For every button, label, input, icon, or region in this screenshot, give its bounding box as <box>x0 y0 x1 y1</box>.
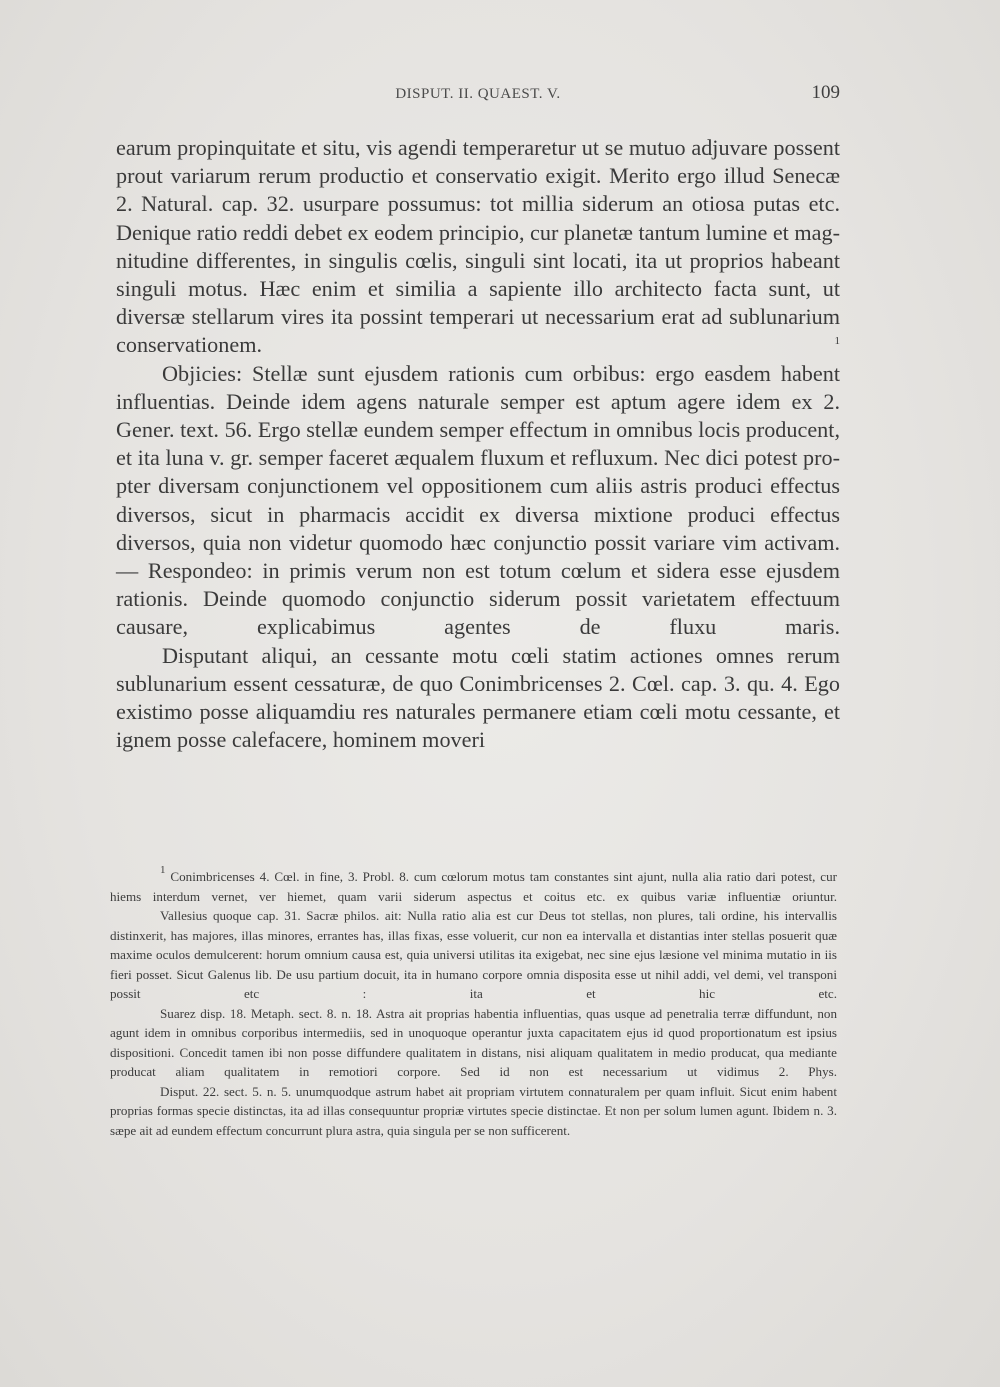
running-title: DISPUT. II. QUAEST. V. <box>395 86 561 102</box>
paragraph-text: earum propinquitate et situ, vis agendi temperaretur ut se mutuo adjuvare possent prout variarum rerum productio et conservatio exigit. Merito ergo illud Senecæ 2. Natural. cap. 32. usurpare possumus: tot millia siderum an otiosa putas etc. Denique ratio reddi debet ex eodem principio, cur planetæ tantum lumine et magnitudine differentes, in singulis cœlis, singuli sint locati, ita ut proprios habeant singuli motus. Hæc enim et similia a sapiente illo architecto facta sunt, ut diversæ stellarum vires ita possint temperari ut necessarium erat ad sublunarium conservationem. <box>116 135 840 358</box>
running-head <box>116 82 840 112</box>
paragraph-continuation <box>116 134 840 360</box>
footnote-text: Conimbricenses 4. Cœl. in fine, 3. Probl. 8. cum cœlorum motus tam constantes sint ajunt, nulla alia ratio dari potest, cur hiems interdum vernet, ver hiemet, quam varii siderum aspectus et coitus etc. ex quibus variæ influentiæ oriuntur. <box>110 869 837 904</box>
paragraph-objicies: Objicies: Stellæ sunt ejusdem rationis cum orbibus: ergo easdem habent influentias. Deinde idem agens naturale semper est aptum agere idem ex 2. Gener. text. 56. Ergo stellæ eundem semper effectum in omnibus locis producent, et ita luna v. gr. semper faceret æqualem fluxum et refluxum. Nec dici potest propter diversam conjunctionem vel oppositionem cum aliis astris produci effectus diversos, sicut in pharmacis accidit ex diversa mixtione produci effectus diversos, quia non videtur quomodo hæc conjunctio possit variare vim activam. — Respondeo: in primis verum non est totum cœlum et sidera esse ejusdem rationis. Deinde quomodo conjunctio siderum possit varietatem effectuum causare, explicabimus agentes de fluxu maris. <box>116 360 840 640</box>
footnote-mark: 1 <box>160 864 166 876</box>
footnote-suarez: Suarez disp. 18. Metaph. sect. 8. n. 18. Astra ait proprias habentia influentias, quas usque ad penetralia terræ diffundunt, non agunt idem in omnibus corporibus intermediis, sed in unoquoque operantur juxta capacitatem ejus id quod proportionatum est ipsius dispositioni. Concedit tamen ibi non posse diffundere qualitatem in distans, nisi aliquam qualitatem in medio producat, qua mediante producat aliam qualitatem in remotiori corpore. Sed id non est necessarium ut vidimus 2. Phys. <box>110 1005 837 1079</box>
footnote-vallesius: Vallesius quoque cap. 31. Sacræ philos. ait: Nulla ratio alia est cur Deus tot stellas, non plures, tali ordine, his intervallis distinxerit, has majores, illas minores, errantes has, illas fixas, esse voluerit, cur non ea intervalla et distantias inter stellas posuerit quæ maxime oculos demulcerent: horum omnium causa est, quia universi utilitas ita exigebat, nec sine ejus læsione vel minima mutatio in iis fieri posset. Sicut Galenus lib. De usu partium docuit, ita in humano corpore omnia disposita esse ut nihil addi, vel demi, vel transponi possit etc : ita et hic etc. <box>110 908 837 1001</box>
page-number: 109 <box>811 82 840 103</box>
footnote-reference: 1 <box>834 335 840 348</box>
paragraph-disputant: Disputant aliqui, an cessante motu cœli statim actiones omnes rerum sublunarium essent cessaturæ, de quo Conimbricenses 2. Cœl. cap. 3. qu. 4. Ego existimo posse aliquamdiu res naturales permanere etiam cœli motu cessante, et ignem posse calefacere, hominem moveri <box>116 642 840 753</box>
footnote-1 <box>110 864 837 906</box>
main-text <box>116 134 840 754</box>
footnotes <box>110 864 837 1140</box>
footnote-disput: Disput. 22. sect. 5. n. 5. unumquodque astrum habet ait propriam virtutem connaturalem per quam influit. Sicut enim habent proprias formas specie distinctas, ita ad illas consequuntur propriæ virtutes specie distinctae. Et non per solum lumen agunt. Ibidem n. 3. sæpe ait ad eundem effectum concurrunt plura astra, quia singula per se non sufficerent. <box>110 1083 837 1138</box>
